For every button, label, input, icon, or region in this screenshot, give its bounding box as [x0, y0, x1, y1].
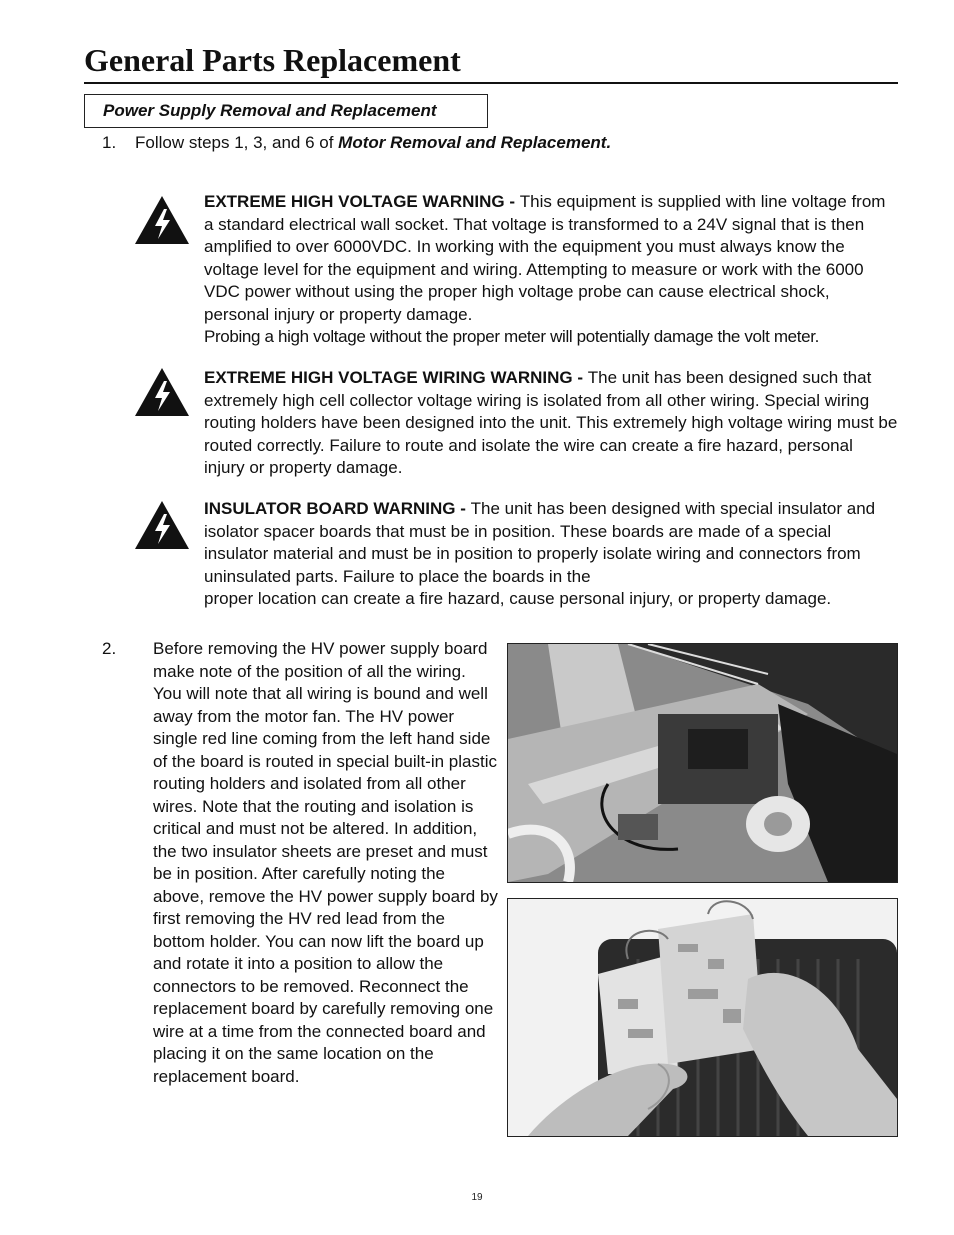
high-voltage-warning-icon: [134, 367, 190, 417]
voltage-warning-body: This equipment is supplied with line voltage from a standard electrical wall socket. That voltage is transformed to a 24V signal that is then amplified to over 6000VDC. In working with the equipment you must always know the voltage level for the equipment and wiring. Attempting to measure or work with the 6000 VDC power without using the proper high voltage probe can cause electrical shock, personal injury or property damage.: [204, 192, 886, 324]
high-voltage-warning-icon: [134, 195, 190, 245]
section-heading: Power Supply Removal and Replacement: [84, 94, 488, 128]
power-supply-board-photo: [507, 643, 898, 883]
step-2-number: 2.: [102, 639, 117, 658]
voltage-warning: [204, 191, 898, 349]
page-title: General Parts Replacement: [84, 42, 461, 78]
step-2-text: Before removing the HV power supply board make note of the position of all the wiring. You will note that all wiring is bound and well away from the motor fan. The HV power single red line coming from the left hand side of the board is routed in special built-in plastic routing holders and isolated from all other wires. Note that the routing and isolation is critical and must not be altered. In addition, the two insulator sheets are preset and must be in position. After carefully noting the above, remove the HV power supply board by first removing the HV red lead from the bottom holder. You can now lift the board up and rotate it into a position to allow the connectors to be removed. Reconnect the replacement board by carefully removing one wire at a time from the connected board and placing it on the same location on the replacement board.: [153, 639, 498, 1086]
step-1-reference: Motor Removal and Replacement.: [338, 133, 612, 152]
step-1: [102, 132, 611, 155]
step-1-text: Follow steps 1, 3, and 6 of: [135, 133, 339, 152]
high-voltage-warning-icon: [134, 500, 190, 550]
insulator-warning: [204, 498, 898, 611]
insulator-warning-body-last: proper location can create a fire hazard, cause personal injury, or property damage.: [204, 589, 832, 608]
wiring-warning-body: The unit has been designed such that extremely high cell collector voltage wiring is isolated from all other wiring. Special wiring routing holders have been designed into the unit. This extremely high voltage wiring must be routed correctly. Failure to route and isolate the wire can create a fire hazard, personal injury or property damage.: [204, 368, 898, 477]
voltage-warning-body-last: Probing a high voltage without the proper meter will potentially damage the volt meter.: [204, 327, 819, 346]
wiring-warning-heading: EXTREME HIGH VOLTAGE WIRING WARNING -: [204, 368, 588, 387]
step-1-number: 1.: [102, 133, 117, 152]
page-number: 19: [471, 1192, 483, 1203]
title-divider: [84, 82, 898, 84]
insulator-warning-body: The unit has been designed with special insulator and isolator spacer boards that must be in position. These boards are made of a special insulator material and must be in position to properly isolate wiring and connectors from uninsulated parts. Failure to place the boards in the: [204, 499, 876, 586]
board-replacement-photo: [507, 898, 898, 1137]
voltage-warning-heading: EXTREME HIGH VOLTAGE WARNING -: [204, 192, 520, 211]
insulator-warning-heading: INSULATOR BOARD WARNING -: [204, 499, 471, 518]
wiring-warning: [204, 367, 898, 480]
